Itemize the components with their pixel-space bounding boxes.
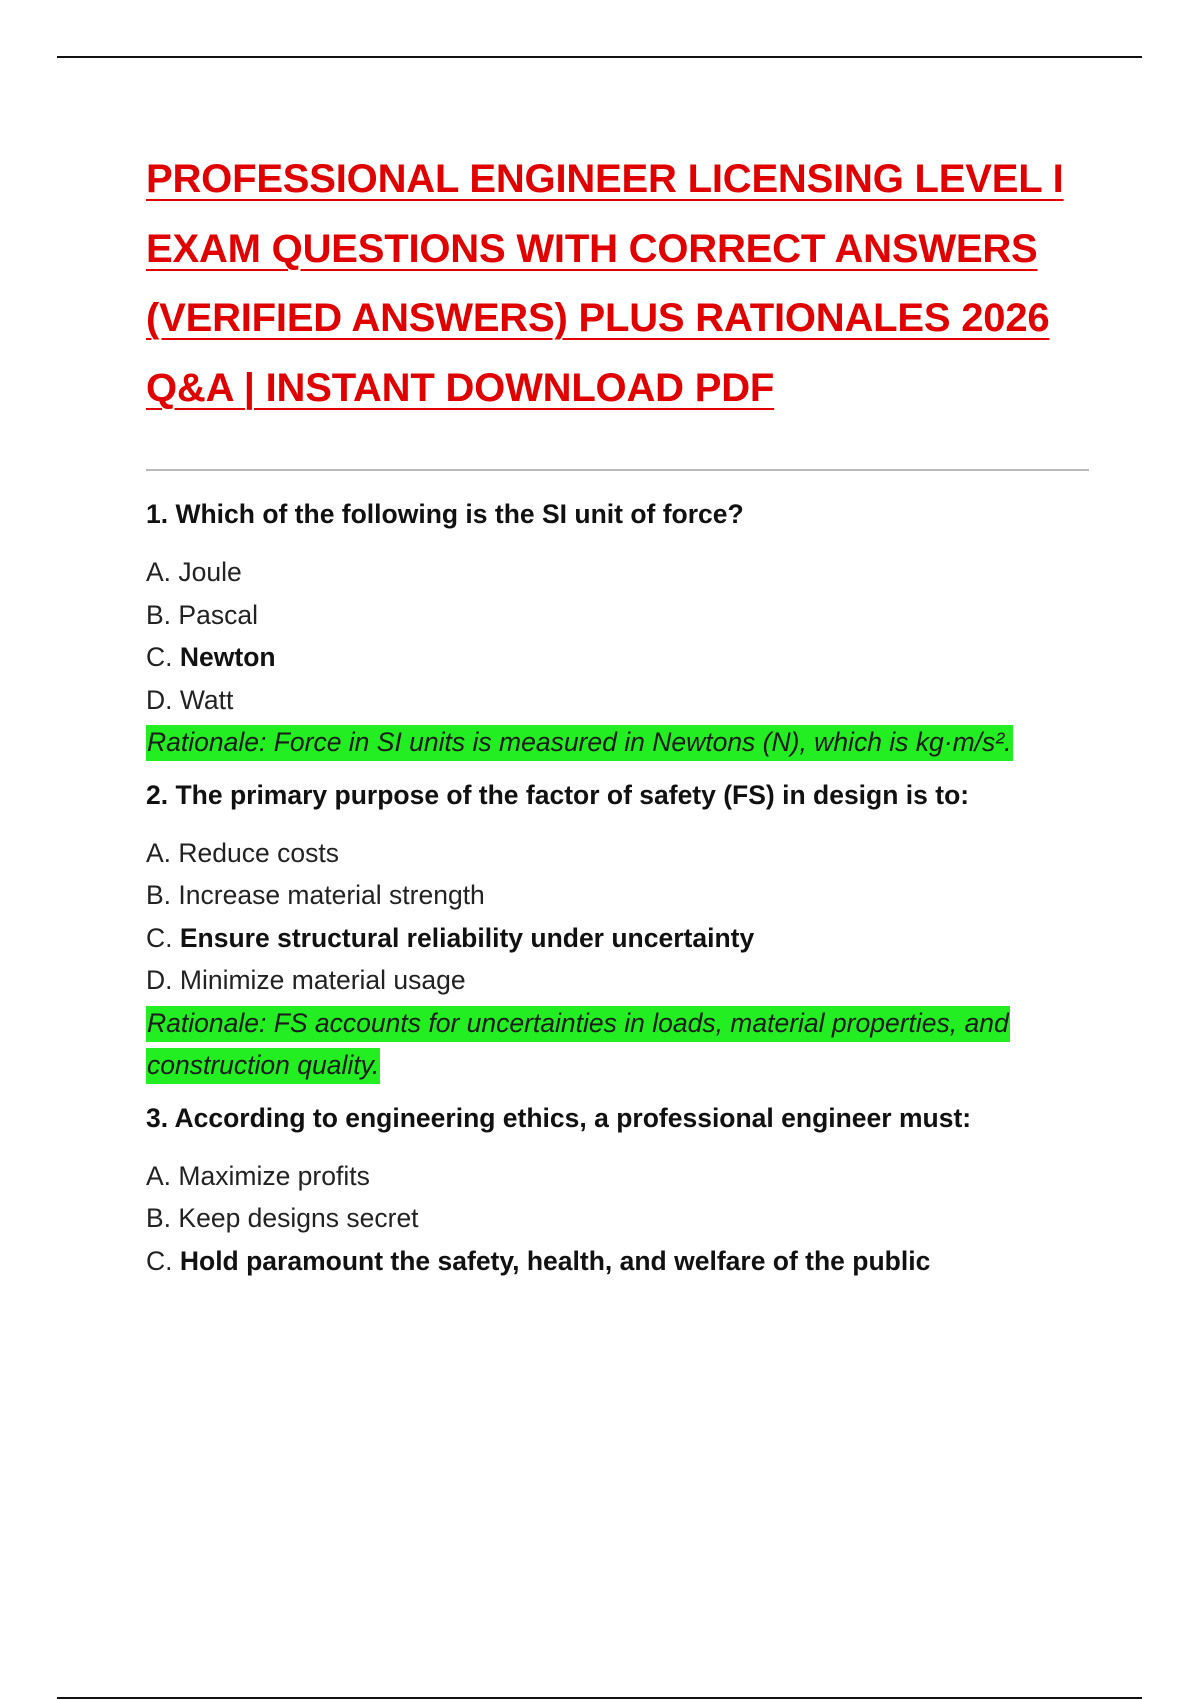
title-separator [146, 469, 1089, 471]
options-list [146, 1155, 1096, 1283]
option-text: Pascal [178, 599, 258, 630]
rationale-highlight: Rationale: FS accounts for uncertainties in loads, material properties, and construction quality. [146, 1006, 1010, 1085]
option-letter: B. [146, 1203, 172, 1233]
correct-option-text: Hold paramount the safety, health, and welfare of the public [179, 1245, 931, 1276]
header-rule [57, 56, 1142, 58]
option-letter: D. [146, 965, 173, 995]
option-b [146, 594, 1096, 637]
option-letter: B. [146, 599, 172, 630]
option-c-correct [146, 1240, 1096, 1283]
option-text: Maximize profits [178, 1160, 370, 1191]
option-text: Increase material strength [178, 880, 485, 910]
rationale-highlight: Rationale: Force in SI units is measured in Newtons (N), which is kg·m/s². [146, 725, 1013, 761]
option-c-correct [146, 636, 1096, 679]
question-1 [146, 497, 1096, 764]
option-letter: C. [146, 642, 173, 672]
page-content [146, 145, 1096, 1282]
option-a [146, 551, 1096, 594]
option-text: Joule [178, 557, 242, 587]
option-d [146, 959, 1096, 1002]
option-text: Keep designs secret [178, 1203, 419, 1233]
footer-rule [57, 1697, 1142, 1699]
option-text: Watt [179, 684, 234, 715]
question-2 [146, 778, 1096, 1087]
options-list [146, 832, 1096, 1002]
option-b [146, 874, 1096, 917]
option-letter: A. [146, 1160, 172, 1191]
correct-option-text: Newton [179, 642, 276, 672]
correct-option-text: Ensure structural reliability under uncertainty [179, 922, 755, 953]
question-text: 1. Which of the following is the SI unit of force? [146, 499, 744, 529]
option-letter: C. [146, 922, 173, 953]
option-a [146, 832, 1096, 875]
option-letter: A. [146, 557, 172, 587]
option-letter: A. [146, 837, 172, 868]
question-text: 3. According to engineering ethics, a professional engineer must: [146, 1102, 972, 1133]
document-title: PROFESSIONAL ENGINEER LICENSING LEVEL I EXAM QUESTIONS WITH CORRECT ANSWERS (VERIFIED ANSWERS) PLUS RATIONALES 2026 Q&A | INSTANT DOWNLOAD PDF [146, 157, 1064, 410]
option-letter: D. [146, 684, 173, 715]
option-text: Minimize material usage [179, 965, 466, 995]
option-letter: B. [146, 880, 172, 910]
option-text: Reduce costs [178, 837, 339, 868]
rationale [146, 721, 1096, 764]
rationale [146, 1002, 1096, 1087]
option-c-correct [146, 917, 1096, 960]
option-b [146, 1197, 1096, 1240]
question-text: 2. The primary purpose of the factor of safety (FS) in design is to: [146, 779, 970, 810]
options-list [146, 551, 1096, 721]
question-3 [146, 1101, 1096, 1283]
option-d [146, 679, 1096, 722]
option-letter: C. [146, 1245, 173, 1276]
option-a [146, 1155, 1096, 1198]
